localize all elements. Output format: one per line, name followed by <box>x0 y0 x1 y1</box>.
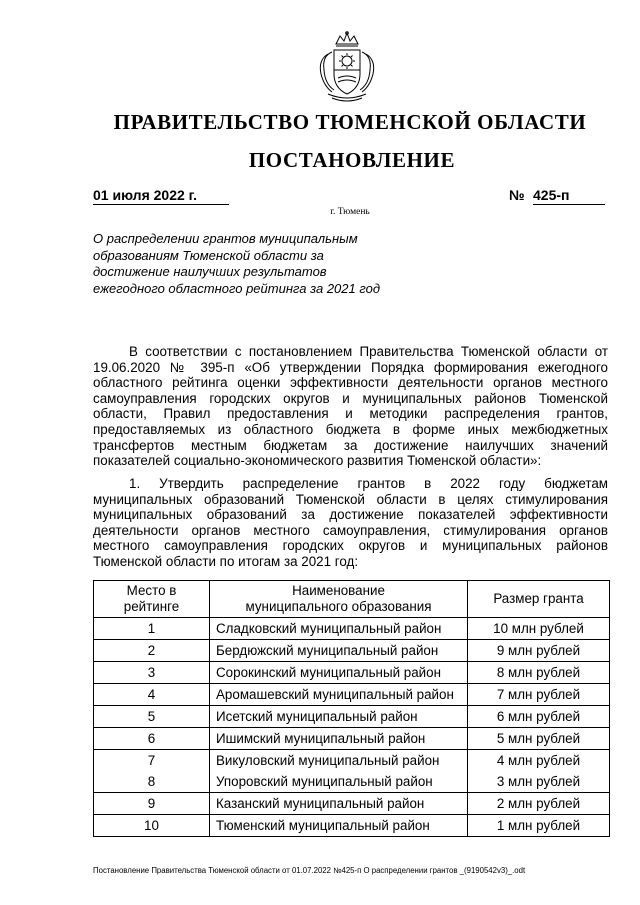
cell-name: Сладковский муниципальный район <box>210 618 468 640</box>
cell-amount: 7 млн рублей <box>468 684 610 706</box>
paragraph-line: предоставляемых из областного бюджета в форме иных межбюджетных <box>93 421 608 437</box>
cell-name: Исетский муниципальный район <box>210 706 468 728</box>
cell-amount: 4 млн рублей <box>468 750 610 772</box>
header-place-line: Место в <box>126 583 177 598</box>
header-name-line: муниципального образования <box>245 599 432 614</box>
cell-name: Сорокинский муниципальный район <box>210 662 468 684</box>
cell-amount: 6 млн рублей <box>468 706 610 728</box>
number-sign: № <box>509 187 525 203</box>
paragraph-line: муниципальных образований Тюменской области в целях стимулирования <box>93 491 608 507</box>
header-name <box>210 581 468 618</box>
subject-line: ежегодного областного рейтинга за 2021 год <box>93 280 381 296</box>
document-subject <box>93 231 423 297</box>
paragraph-line: 1. Утвердить распределение грантов в 2022 году бюджетам <box>129 476 608 491</box>
paragraph-line: В соответствии с постановлением Правительства Тюменской области от <box>129 344 608 359</box>
cell-place: 9 <box>94 793 210 815</box>
table-row <box>94 793 610 815</box>
document-number <box>509 187 605 204</box>
grants-table <box>93 580 610 837</box>
table-row <box>94 706 610 728</box>
paragraph-line: показателей социально-экономического развития Тюменской области»: <box>93 453 542 469</box>
paragraph-line: трансфертов местным бюджетам за достижение наилучших значений <box>93 437 608 453</box>
cell-name: Упоровский муниципальный район <box>210 771 468 793</box>
cell-amount: 3 млн рублей <box>468 771 610 793</box>
cell-place: 2 <box>94 640 210 662</box>
cell-amount: 2 млн рублей <box>468 793 610 815</box>
cell-name: Бердюжский муниципальный район <box>210 640 468 662</box>
paragraph-line: Тюменской области по итогам за 2021 год: <box>93 553 359 569</box>
cell-place: 7 <box>94 750 210 772</box>
cell-name: Аромашевский муниципальный район <box>210 684 468 706</box>
cell-name: Викуловский муниципальный район <box>210 750 468 772</box>
paragraph-line: деятельности органов местного самоуправления, стимулирования органов <box>93 522 608 538</box>
cell-amount: 1 млн рублей <box>468 815 610 837</box>
resolution-paragraph-1 <box>93 476 608 570</box>
table-header-row <box>94 581 610 618</box>
table-row <box>94 771 610 793</box>
paragraph-line: муниципальных образований за достижение показателей эффективности <box>93 507 608 523</box>
header-name-line: Наименование <box>292 583 385 598</box>
coat-of-arms-icon <box>314 30 380 102</box>
paragraph-line: областного рейтинга оценки эффективности деятельности органов местного <box>93 375 608 391</box>
cell-amount: 9 млн рублей <box>468 640 610 662</box>
table-row <box>94 640 610 662</box>
table-row <box>94 684 610 706</box>
cell-amount: 10 млн рублей <box>468 618 610 640</box>
preamble-paragraph <box>93 344 608 469</box>
cell-place: 8 <box>94 771 210 793</box>
cell-place: 10 <box>94 815 210 837</box>
cell-amount: 8 млн рублей <box>468 662 610 684</box>
cell-place: 1 <box>94 618 210 640</box>
cell-name: Казанский муниципальный район <box>210 793 468 815</box>
subject-line: О распределении грантов муниципальным <box>93 231 358 246</box>
table-row <box>94 662 610 684</box>
document-type-title: ПОСТАНОВЛЕНИЕ <box>248 148 456 172</box>
paragraph-line: области, Правил предоставления и методики распределения грантов, <box>93 406 608 422</box>
cell-place: 6 <box>94 728 210 750</box>
cell-amount: 5 млн рублей <box>468 728 610 750</box>
header-place-line: рейтинге <box>123 599 180 614</box>
subject-line: достижение наилучших результатов <box>93 264 327 279</box>
paragraph-line: самоуправления городских округов и муниципальных районов Тюменской <box>93 390 608 406</box>
cell-name: Тюменский муниципальный район <box>210 815 468 837</box>
subject-line: образованиям Тюменской области за <box>93 247 324 263</box>
table-row <box>94 728 610 750</box>
table-row <box>94 750 610 772</box>
header-amount: Размер гранта <box>468 581 610 618</box>
cell-place: 3 <box>94 662 210 684</box>
document-footer: Постановление Правительства Тюменской области от 01.07.2022 №425-п О распределении грантов _(9190542v3)_.odt <box>93 866 526 875</box>
cell-name: Ишимский муниципальный район <box>210 728 468 750</box>
paragraph-line: местного самоуправления городских округов и муниципальных районов <box>93 538 608 554</box>
cell-place: 5 <box>94 706 210 728</box>
table-row <box>94 815 610 837</box>
paragraph-line: 19.06.2020 № 395-п «Об утверждении Порядка формирования ежегодного <box>93 359 608 375</box>
table-row <box>94 618 610 640</box>
organization-title: ПРАВИТЕЛЬСТВО ТЮМЕНСКОЙ ОБЛАСТИ <box>113 110 587 134</box>
document-city: г. Тюмень <box>330 207 370 217</box>
header-place <box>94 581 210 618</box>
number-value: 425-п <box>533 187 605 205</box>
cell-place: 4 <box>94 684 210 706</box>
document-date: 01 июля 2022 г. <box>93 187 229 205</box>
